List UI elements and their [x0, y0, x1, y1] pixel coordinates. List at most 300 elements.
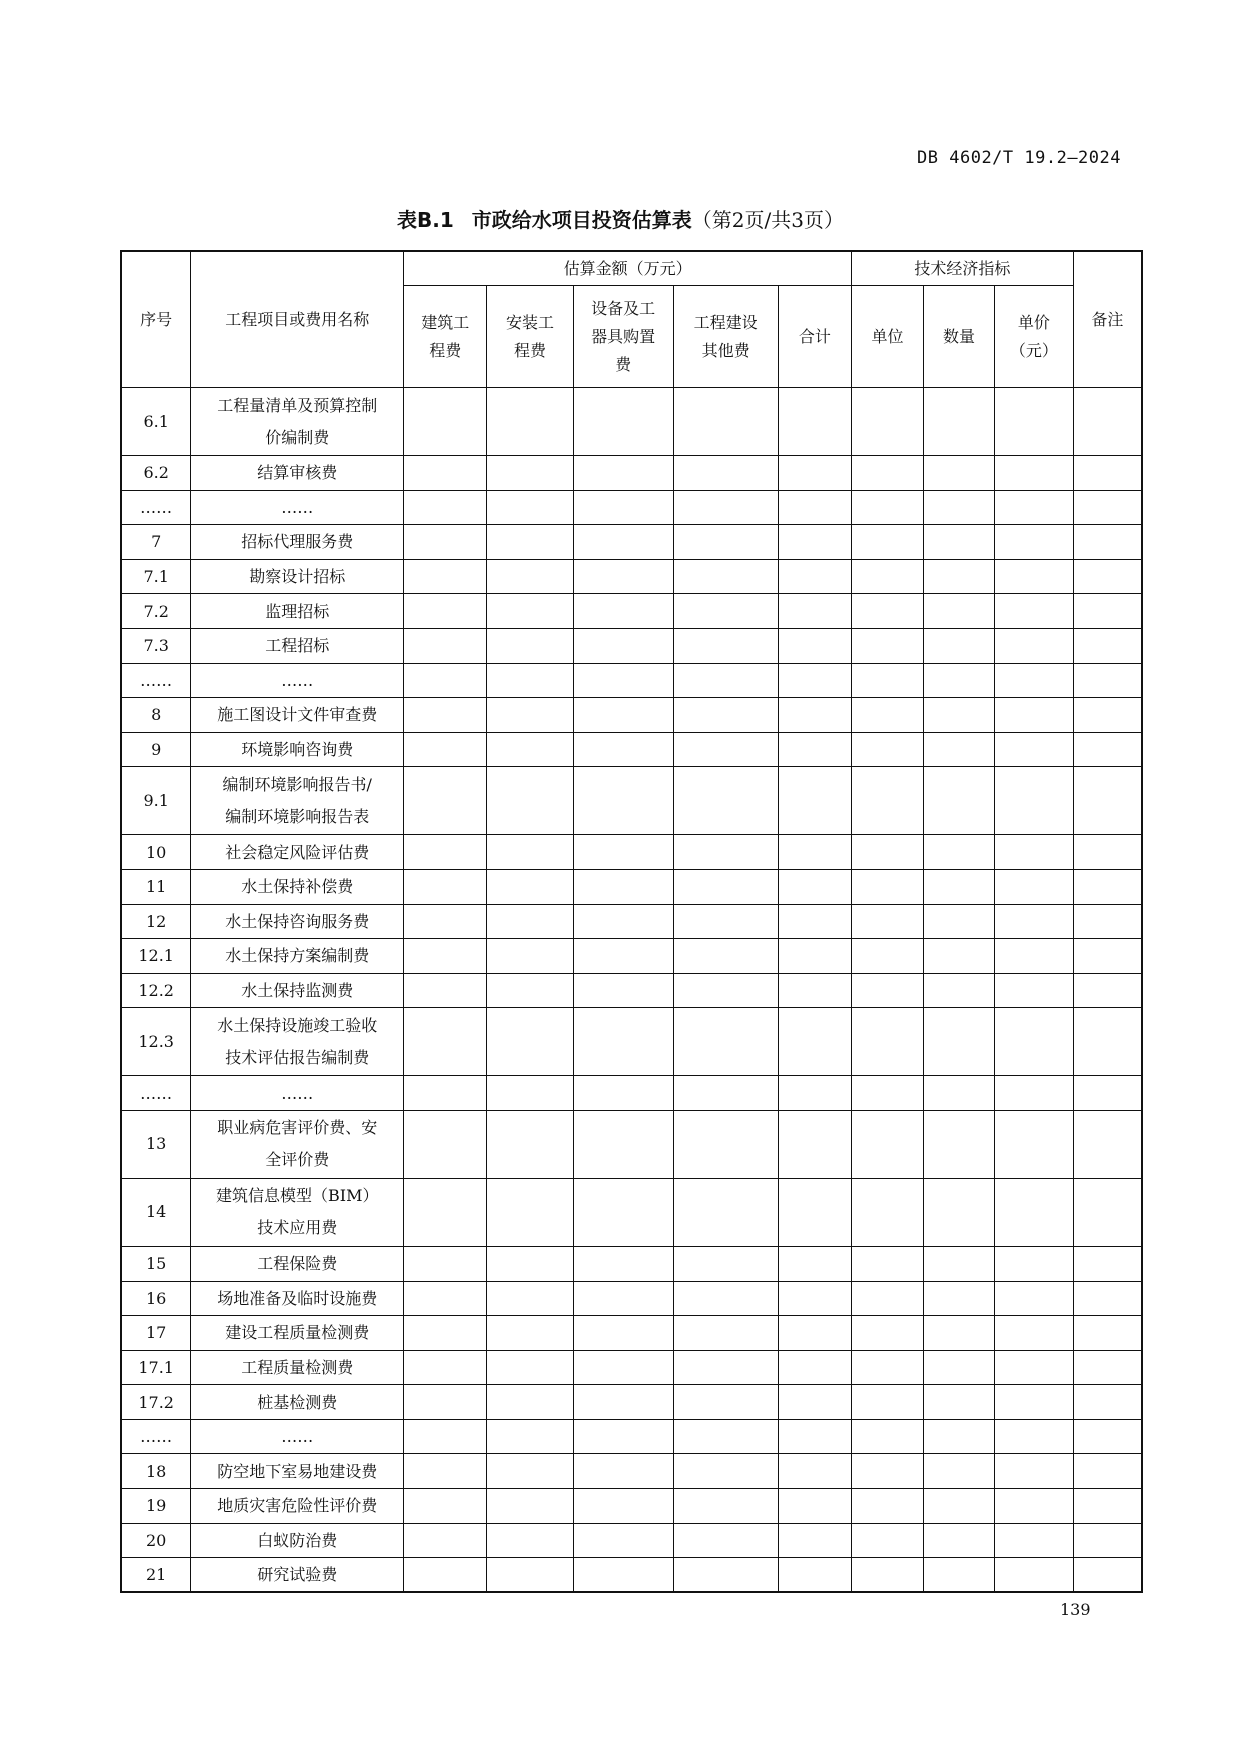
empty-cell — [673, 732, 778, 767]
empty-cell — [404, 904, 487, 939]
empty-cell — [673, 869, 778, 904]
empty-cell — [673, 1523, 778, 1558]
row-item-name: 编制环境影响报告书/ 编制环境影响报告表 — [191, 767, 404, 835]
empty-cell — [924, 490, 995, 525]
row-item-name: 工程保险费 — [191, 1246, 404, 1281]
header-quantity: 数量 — [924, 286, 995, 388]
empty-cell — [404, 663, 487, 698]
empty-cell — [924, 594, 995, 629]
empty-cell — [487, 663, 573, 698]
empty-cell — [573, 869, 673, 904]
empty-cell — [852, 1454, 924, 1489]
table-row — [121, 1523, 1142, 1558]
header-unit-price: 单价 （元） — [994, 286, 1073, 388]
empty-cell — [852, 732, 924, 767]
row-seq: 9 — [121, 732, 191, 767]
row-seq: 12.2 — [121, 973, 191, 1008]
row-item-name: 工程质量检测费 — [191, 1350, 404, 1385]
empty-cell — [852, 1246, 924, 1281]
table-row — [121, 939, 1142, 974]
empty-cell — [573, 663, 673, 698]
table-row — [121, 1558, 1142, 1593]
empty-cell — [573, 1076, 673, 1111]
empty-cell — [1073, 1454, 1142, 1489]
empty-cell — [852, 1076, 924, 1111]
empty-cell — [994, 1489, 1073, 1524]
row-item-name: 研究试验费 — [191, 1558, 404, 1593]
empty-cell — [778, 973, 851, 1008]
empty-cell — [673, 1246, 778, 1281]
empty-cell — [852, 456, 924, 491]
empty-cell — [924, 1316, 995, 1351]
empty-cell — [487, 835, 573, 870]
empty-cell — [852, 904, 924, 939]
empty-cell — [1073, 1385, 1142, 1420]
empty-cell — [404, 559, 487, 594]
empty-cell — [778, 698, 851, 733]
table-page-indicator: （第2页/共3页） — [691, 208, 844, 232]
row-seq: 17.1 — [121, 1350, 191, 1385]
row-seq: 6.2 — [121, 456, 191, 491]
empty-cell — [924, 1281, 995, 1316]
empty-cell — [778, 456, 851, 491]
empty-cell — [673, 490, 778, 525]
empty-cell — [994, 698, 1073, 733]
empty-cell — [852, 835, 924, 870]
empty-cell — [487, 490, 573, 525]
empty-cell — [852, 973, 924, 1008]
empty-cell — [778, 490, 851, 525]
row-seq: 7.3 — [121, 628, 191, 663]
empty-cell — [404, 973, 487, 1008]
empty-cell — [1073, 973, 1142, 1008]
empty-cell — [994, 490, 1073, 525]
empty-cell — [994, 1454, 1073, 1489]
empty-cell — [1073, 1350, 1142, 1385]
empty-cell — [924, 904, 995, 939]
empty-cell — [404, 525, 487, 560]
empty-cell — [778, 388, 851, 456]
empty-cell — [404, 1523, 487, 1558]
empty-cell — [404, 388, 487, 456]
empty-cell — [778, 1454, 851, 1489]
empty-cell — [924, 1110, 995, 1178]
row-item-name: 建筑信息模型（BIM） 技术应用费 — [191, 1178, 404, 1246]
empty-cell — [852, 1385, 924, 1420]
empty-cell — [852, 767, 924, 835]
empty-cell — [778, 1076, 851, 1111]
empty-cell — [778, 869, 851, 904]
empty-cell — [673, 1489, 778, 1524]
empty-cell — [487, 594, 573, 629]
empty-cell — [404, 1489, 487, 1524]
empty-cell — [994, 1110, 1073, 1178]
row-item-name: 监理招标 — [191, 594, 404, 629]
empty-cell — [1073, 767, 1142, 835]
empty-cell — [924, 939, 995, 974]
header-remark: 备注 — [1073, 251, 1142, 388]
empty-cell — [404, 1385, 487, 1420]
empty-cell — [994, 1316, 1073, 1351]
empty-cell — [1073, 1008, 1142, 1076]
row-item-name: 职业病危害评价费、安 全评价费 — [191, 1110, 404, 1178]
empty-cell — [994, 388, 1073, 456]
table-row — [121, 767, 1142, 835]
empty-cell — [994, 628, 1073, 663]
row-item-name: 水土保持监测费 — [191, 973, 404, 1008]
row-seq: 15 — [121, 1246, 191, 1281]
row-seq: 9.1 — [121, 767, 191, 835]
table-row — [121, 1350, 1142, 1385]
empty-cell — [852, 1523, 924, 1558]
row-seq: 17 — [121, 1316, 191, 1351]
empty-cell — [673, 1110, 778, 1178]
empty-cell — [404, 835, 487, 870]
table-row — [121, 1385, 1142, 1420]
empty-cell — [778, 1489, 851, 1524]
table-row — [121, 904, 1142, 939]
empty-cell — [673, 663, 778, 698]
table-row — [121, 1008, 1142, 1076]
row-seq: 21 — [121, 1558, 191, 1593]
empty-cell — [1073, 1110, 1142, 1178]
table-row — [121, 1281, 1142, 1316]
empty-cell — [1073, 869, 1142, 904]
table-title — [0, 204, 1241, 233]
empty-cell — [852, 628, 924, 663]
empty-cell — [673, 973, 778, 1008]
empty-cell — [573, 698, 673, 733]
empty-cell — [673, 594, 778, 629]
empty-cell — [852, 698, 924, 733]
empty-cell — [994, 1419, 1073, 1454]
empty-cell — [852, 559, 924, 594]
empty-cell — [778, 939, 851, 974]
empty-cell — [924, 1076, 995, 1111]
empty-cell — [924, 767, 995, 835]
empty-cell — [852, 525, 924, 560]
empty-cell — [487, 1385, 573, 1420]
row-seq: 10 — [121, 835, 191, 870]
empty-cell — [673, 767, 778, 835]
empty-cell — [573, 835, 673, 870]
empty-cell — [1073, 1076, 1142, 1111]
empty-cell — [487, 1316, 573, 1351]
table-row — [121, 628, 1142, 663]
empty-cell — [673, 1385, 778, 1420]
row-seq: 12 — [121, 904, 191, 939]
empty-cell — [1073, 628, 1142, 663]
empty-cell — [1073, 939, 1142, 974]
table-row — [121, 663, 1142, 698]
empty-cell — [994, 525, 1073, 560]
table-row — [121, 1316, 1142, 1351]
row-item-name: …… — [191, 663, 404, 698]
empty-cell — [573, 1419, 673, 1454]
row-item-name: 场地准备及临时设施费 — [191, 1281, 404, 1316]
empty-cell — [924, 1454, 995, 1489]
empty-cell — [778, 1350, 851, 1385]
row-item-name: 施工图设计文件审查费 — [191, 698, 404, 733]
empty-cell — [852, 1316, 924, 1351]
empty-cell — [852, 663, 924, 698]
empty-cell — [778, 1385, 851, 1420]
empty-cell — [852, 594, 924, 629]
empty-cell — [404, 1558, 487, 1593]
empty-cell — [673, 1076, 778, 1111]
row-seq: 19 — [121, 1489, 191, 1524]
table-row — [121, 594, 1142, 629]
table-row — [121, 869, 1142, 904]
empty-cell — [673, 1558, 778, 1593]
empty-cell — [487, 869, 573, 904]
empty-cell — [573, 1316, 673, 1351]
empty-cell — [487, 939, 573, 974]
standard-code: DB 4602/T 19.2—2024 — [917, 148, 1121, 168]
empty-cell — [852, 1110, 924, 1178]
empty-cell — [994, 1246, 1073, 1281]
row-item-name: …… — [191, 1076, 404, 1111]
empty-cell — [994, 1523, 1073, 1558]
empty-cell — [778, 1008, 851, 1076]
empty-cell — [487, 525, 573, 560]
header-unit: 单位 — [852, 286, 924, 388]
table-row — [121, 1454, 1142, 1489]
empty-cell — [573, 1110, 673, 1178]
empty-cell — [487, 628, 573, 663]
row-seq: 18 — [121, 1454, 191, 1489]
empty-cell — [673, 628, 778, 663]
empty-cell — [924, 388, 995, 456]
empty-cell — [573, 559, 673, 594]
row-seq: 6.1 — [121, 388, 191, 456]
empty-cell — [994, 1558, 1073, 1593]
empty-cell — [778, 559, 851, 594]
header-total: 合计 — [778, 286, 851, 388]
empty-cell — [994, 1385, 1073, 1420]
empty-cell — [573, 490, 673, 525]
empty-cell — [487, 1178, 573, 1246]
empty-cell — [994, 1008, 1073, 1076]
empty-cell — [673, 1281, 778, 1316]
empty-cell — [673, 1419, 778, 1454]
empty-cell — [852, 1350, 924, 1385]
row-item-name: …… — [191, 490, 404, 525]
table-row — [121, 559, 1142, 594]
table-row — [121, 835, 1142, 870]
empty-cell — [573, 525, 673, 560]
row-seq: 7.1 — [121, 559, 191, 594]
empty-cell — [573, 939, 673, 974]
empty-cell — [673, 904, 778, 939]
row-seq: 14 — [121, 1178, 191, 1246]
row-item-name: 勘察设计招标 — [191, 559, 404, 594]
page-number: 139 — [1060, 1600, 1091, 1619]
empty-cell — [778, 663, 851, 698]
empty-cell — [1073, 559, 1142, 594]
empty-cell — [778, 1523, 851, 1558]
header-estimate-amount: 估算金额（万元） — [404, 251, 852, 286]
table-number: 表B.1 — [397, 208, 454, 232]
table-body — [121, 388, 1142, 1593]
empty-cell — [404, 490, 487, 525]
empty-cell — [778, 1246, 851, 1281]
empty-cell — [573, 767, 673, 835]
empty-cell — [573, 973, 673, 1008]
empty-cell — [404, 767, 487, 835]
row-item-name: 工程量清单及预算控制 价编制费 — [191, 388, 404, 456]
empty-cell — [673, 1178, 778, 1246]
row-item-name: 工程招标 — [191, 628, 404, 663]
empty-cell — [994, 1178, 1073, 1246]
row-item-name: 桩基检测费 — [191, 1385, 404, 1420]
empty-cell — [1073, 904, 1142, 939]
empty-cell — [852, 1419, 924, 1454]
empty-cell — [1073, 388, 1142, 456]
empty-cell — [994, 456, 1073, 491]
empty-cell — [994, 1350, 1073, 1385]
empty-cell — [924, 732, 995, 767]
row-seq: 7.2 — [121, 594, 191, 629]
empty-cell — [994, 594, 1073, 629]
empty-cell — [994, 767, 1073, 835]
empty-cell — [404, 732, 487, 767]
empty-cell — [404, 456, 487, 491]
empty-cell — [573, 594, 673, 629]
row-seq: 16 — [121, 1281, 191, 1316]
empty-cell — [778, 1110, 851, 1178]
row-seq: 20 — [121, 1523, 191, 1558]
empty-cell — [1073, 525, 1142, 560]
header-seq: 序号 — [121, 251, 191, 388]
empty-cell — [778, 1316, 851, 1351]
empty-cell — [673, 456, 778, 491]
empty-cell — [994, 869, 1073, 904]
empty-cell — [404, 1419, 487, 1454]
empty-cell — [1073, 1178, 1142, 1246]
row-seq: 17.2 — [121, 1385, 191, 1420]
empty-cell — [673, 1350, 778, 1385]
empty-cell — [487, 732, 573, 767]
row-seq: …… — [121, 1076, 191, 1111]
empty-cell — [573, 1558, 673, 1593]
table-row — [121, 1489, 1142, 1524]
empty-cell — [573, 1281, 673, 1316]
empty-cell — [573, 732, 673, 767]
empty-cell — [924, 1246, 995, 1281]
empty-cell — [852, 388, 924, 456]
empty-cell — [673, 559, 778, 594]
header-installation-cost: 安装工 程费 — [487, 286, 573, 388]
empty-cell — [994, 1281, 1073, 1316]
table-row — [121, 490, 1142, 525]
empty-cell — [404, 1316, 487, 1351]
empty-cell — [778, 1281, 851, 1316]
table-row — [121, 1246, 1142, 1281]
empty-cell — [994, 939, 1073, 974]
empty-cell — [994, 973, 1073, 1008]
empty-cell — [573, 1385, 673, 1420]
table-row — [121, 732, 1142, 767]
row-item-name: …… — [191, 1419, 404, 1454]
table-row — [121, 1076, 1142, 1111]
empty-cell — [404, 1281, 487, 1316]
empty-cell — [1073, 1281, 1142, 1316]
empty-cell — [573, 904, 673, 939]
empty-cell — [573, 1454, 673, 1489]
empty-cell — [404, 869, 487, 904]
table-row — [121, 973, 1142, 1008]
empty-cell — [487, 973, 573, 1008]
empty-cell — [1073, 1489, 1142, 1524]
empty-cell — [1073, 490, 1142, 525]
empty-cell — [924, 1489, 995, 1524]
empty-cell — [487, 559, 573, 594]
table-row — [121, 1419, 1142, 1454]
empty-cell — [573, 1246, 673, 1281]
empty-cell — [778, 904, 851, 939]
row-seq: 12.3 — [121, 1008, 191, 1076]
empty-cell — [1073, 1523, 1142, 1558]
table-row — [121, 698, 1142, 733]
empty-cell — [778, 835, 851, 870]
row-item-name: 社会稳定风险评估费 — [191, 835, 404, 870]
empty-cell — [404, 1350, 487, 1385]
empty-cell — [994, 1076, 1073, 1111]
empty-cell — [924, 1419, 995, 1454]
row-item-name: 地质灾害危险性评价费 — [191, 1489, 404, 1524]
empty-cell — [487, 1008, 573, 1076]
empty-cell — [924, 663, 995, 698]
empty-cell — [487, 1454, 573, 1489]
header-item-name: 工程项目或费用名称 — [191, 251, 404, 388]
row-seq: 7 — [121, 525, 191, 560]
row-item-name: 建设工程质量检测费 — [191, 1316, 404, 1351]
table-row — [121, 1110, 1142, 1178]
header-equipment-cost: 设备及工 器具购置 费 — [573, 286, 673, 388]
table-name: 市政给水项目投资估算表 — [471, 208, 692, 232]
empty-cell — [404, 628, 487, 663]
empty-cell — [673, 939, 778, 974]
empty-cell — [852, 1558, 924, 1593]
table-row — [121, 388, 1142, 456]
empty-cell — [673, 698, 778, 733]
empty-cell — [994, 732, 1073, 767]
row-item-name: 环境影响咨询费 — [191, 732, 404, 767]
empty-cell — [404, 939, 487, 974]
empty-cell — [924, 1008, 995, 1076]
empty-cell — [404, 1110, 487, 1178]
empty-cell — [404, 1076, 487, 1111]
empty-cell — [404, 1178, 487, 1246]
empty-cell — [673, 835, 778, 870]
empty-cell — [573, 456, 673, 491]
empty-cell — [1073, 1316, 1142, 1351]
empty-cell — [852, 1008, 924, 1076]
empty-cell — [487, 456, 573, 491]
empty-cell — [487, 904, 573, 939]
empty-cell — [487, 1076, 573, 1111]
row-item-name: 水土保持补偿费 — [191, 869, 404, 904]
investment-estimate-table — [120, 250, 1143, 1593]
empty-cell — [994, 663, 1073, 698]
row-seq: 11 — [121, 869, 191, 904]
empty-cell — [852, 1178, 924, 1246]
empty-cell — [404, 594, 487, 629]
empty-cell — [852, 490, 924, 525]
row-seq: …… — [121, 663, 191, 698]
header-construction-cost: 建筑工 程费 — [404, 286, 487, 388]
